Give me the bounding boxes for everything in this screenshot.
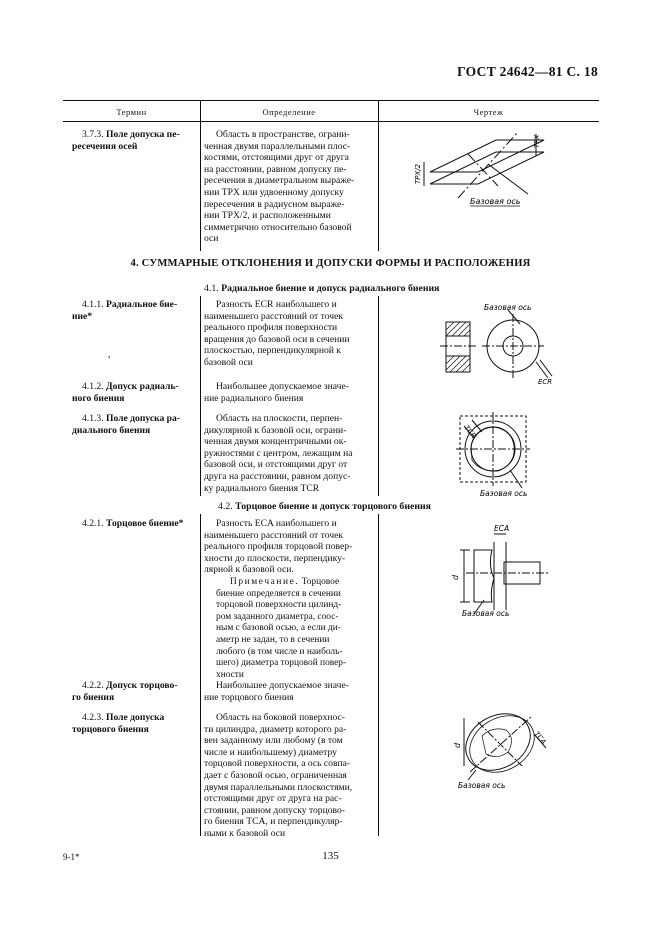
column-header-definition: Определение — [262, 107, 316, 117]
label-ecr: ECR — [538, 378, 553, 386]
definition-4-1-2: Наибольшее допускаемое значе- ние радиального биения — [204, 381, 349, 404]
note-4-2-1: Примечание. Торцовое биение определяется в сечении торцовой поверхности цилинд- ром заданного диаметра, соос- ным с базовой осью, а если ди- аметр не задан, то в сечении любого (в том числе и наиболь- шего) диаметра торцовой повер- хности — [216, 577, 347, 680]
column-header-drawing: Чертеж — [473, 107, 504, 117]
col-divider — [200, 514, 201, 836]
term-4-1-2: 4.1.2. Допуск радиаль- ного биения — [72, 381, 179, 404]
term-4-1-3: 4.1.3. Поле допуска ра- диального биения — [72, 413, 181, 436]
drawing-axial-runout — [444, 520, 554, 618]
col-divider — [378, 514, 379, 836]
page-number: 135 — [322, 850, 339, 862]
term-4-2-3: 4.2.3. Поле допуска торцового биения — [72, 712, 165, 735]
drawing-radial-runout — [440, 300, 560, 390]
section-4-title: 4. СУММАРНЫЕ ОТКЛОНЕНИЯ И ДОПУСКИ ФОРМЫ И РАСПОЛОЖЕНИЯ — [130, 258, 531, 269]
label-tpx: TPX — [533, 134, 541, 148]
label-base-axis: Базовая ось — [470, 197, 521, 206]
footer-signature: 9-1* — [63, 852, 80, 862]
label-d: d — [453, 742, 462, 748]
table-header-rule — [63, 121, 599, 122]
stray-mark: , — [108, 349, 111, 360]
col-divider — [200, 296, 201, 496]
definition-4-1-3: Область на плоскости, перпен- дикулярной к базовой оси, ограни- ченная двумя концентричными ок- ружностями с центром, лежащим на базовой оси, и отстоящими друг от друга на расстоянии, равном допус- ку радиального биения TCR — [204, 413, 353, 494]
definition-4-1-1: Разность ECR наибольшего и наименьшего расстояний от точек реального профиля поверхности вращения до базовой оси в сечении плоскостью, перпендикулярной к базовой оси — [204, 299, 350, 368]
col-divider — [378, 100, 379, 121]
term-3-7-3: 3.7.3. Поле допуска пе- ресечения осей — [72, 129, 180, 152]
term-4-1-1: 4.1.1. Радиальное бие- ние* — [72, 299, 178, 322]
subsection-4-2-title: 4.2. Торцовое биение и допуск торцового биения — [218, 501, 431, 512]
definition-4-2-2: Наибольшее допускаемое значе- ние торцового биения — [204, 680, 349, 703]
definition-4-2-1: Разность ECA наибольшего и наименьшего расстояний от точек реального профиля торцовой повер- хности до плоскости, перпендику- лярной к базовой оси. — [204, 518, 353, 576]
label-tpx2: TPX/2 — [414, 163, 422, 184]
drawing-radial-runout-tolerance — [450, 408, 550, 500]
label-eca: ECA — [494, 524, 510, 533]
label-tca: TCA — [532, 730, 548, 746]
definition-3-7-3: Область в пространстве, ограни- ченная двумя параллельными плос- костями, отстоящими друг от друга на расстоянии, равном допуску пе- ресечения в диаметральном выраже- нии TPX или удвоенному допуску пересечения в радиусном выраже- нии TPX/2, и расположенными симметрично относительно базовой оси — [204, 129, 355, 245]
table-top-rule — [63, 100, 599, 101]
label-base-axis: Базовая ось — [462, 609, 510, 618]
column-header-term: Термин — [116, 107, 147, 117]
subsection-4-1-title: 4.1. Радиальное биение и допуск радиального биения — [204, 283, 440, 294]
label-tcr: TCR — [462, 424, 478, 441]
label-base-axis: Базовая ось — [458, 781, 506, 790]
drawing-axial-runout-tolerance — [448, 704, 558, 792]
drawing-intersection-axes-tolerance — [408, 124, 558, 216]
label-base-axis: Базовая ось — [484, 303, 532, 312]
page-header-title: ГОСТ 24642—81 С. 18 — [457, 64, 598, 79]
label-d: d — [451, 574, 460, 580]
term-4-2-1: 4.2.1. Торцовое биение* — [82, 518, 184, 529]
label-base-axis: Базовая ось — [480, 489, 528, 498]
col-divider — [378, 121, 379, 251]
col-divider — [200, 100, 201, 121]
col-divider — [378, 296, 379, 496]
col-divider — [200, 121, 201, 251]
term-4-2-2: 4.2.2. Допуск торцово- го биения — [72, 680, 178, 703]
definition-4-2-3: Область на боковой поверхнос- ти цилиндра, диаметр которого ра- вен заданному или любому (в том числе и наибольшему) диаметру торцовой поверхности, а ось совпа- дает с базовой осью, ограниченная двумя параллельными плоскостями, отстоящими друг от друга на рас- стоянии, равном допуску торцово- го биения TCA, и перпендикуляр- ными к базовой оси — [204, 712, 353, 839]
